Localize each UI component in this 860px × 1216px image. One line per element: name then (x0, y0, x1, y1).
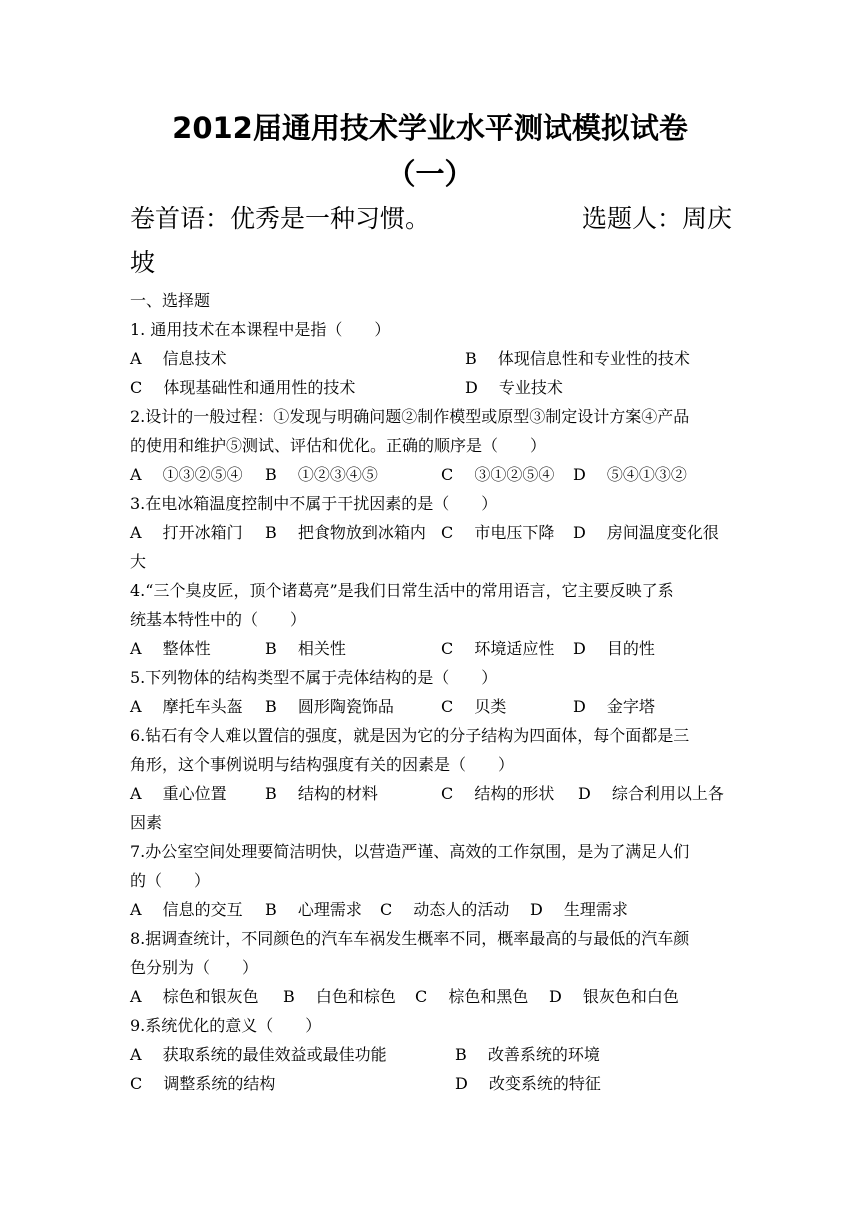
question-7-text-cont: 的（ ） (130, 871, 211, 890)
q4-option-a: A 整体性 (130, 639, 211, 658)
question-8-text-cont: 色分别为（ ） (130, 958, 259, 977)
question-9-text: 9.系统优化的意义（ ） (130, 1016, 322, 1035)
q2-option-d: D ⑤④①③② (573, 465, 687, 484)
question-4-text: 4.“三个臭皮匠，顶个诸葛亮”是我们日常生活中的常用语言，它主要反映了系 (130, 581, 674, 600)
q6-option-c: C 结构的形状 (441, 784, 555, 803)
q1-option-b: B 体现信息性和专业性的技术 (465, 349, 690, 368)
q9-option-c: C 调整系统的结构 (130, 1074, 276, 1093)
motto-text: 卷首语：优秀是一种习惯。 (130, 204, 431, 233)
q3-option-d-wrap: 大 (130, 552, 147, 571)
q8-option-d: D 银灰色和白色 (549, 987, 679, 1006)
question-2-text-cont: 的使用和维护⑤测试、评估和优化。正确的顺序是（ ） (130, 436, 547, 455)
q2-option-a: A ①③②⑤④ (130, 465, 243, 484)
q5-option-b: B 圆形陶瓷饰品 (265, 697, 394, 716)
q3-option-a: A 打开冰箱门 (130, 523, 243, 542)
q1-option-d: D 专业技术 (465, 378, 563, 397)
q7-option-a: A 信息的交互 (130, 900, 243, 919)
question-1-text: 1. 通用技术在本课程中是指（ ） (130, 320, 391, 339)
question-5-text: 5.下列物体的结构类型不属于壳体结构的是（ ） (130, 668, 498, 687)
question-3-text: 3.在电冰箱温度控制中不属于干扰因素的是（ ） (130, 494, 498, 513)
q2-option-b: B ①②③④⑤ (265, 465, 378, 484)
question-8-text: 8.据调查统计，不同颜色的汽车车祸发生概率不同，概率最高的与最低的汽车颜 (130, 929, 690, 948)
q9-option-d: D 改变系统的特征 (455, 1074, 601, 1093)
q7-option-d: D 生理需求 (530, 900, 628, 919)
section-heading: 一、选择题 (130, 291, 211, 310)
q6-option-b: B 结构的材料 (265, 784, 378, 803)
q6-option-d: D 综合利用以上各 (578, 784, 724, 803)
q5-option-a: A 摩托车头盔 (130, 697, 243, 716)
motto-line (130, 196, 732, 242)
q3-option-b: B 把食物放到冰箱内 (265, 523, 426, 542)
question-2-text: 2.设计的一般过程：①发现与明确问题②制作模型或原型③制定设计方案④产品 (130, 407, 690, 426)
q5-option-d: D 金字塔 (573, 697, 655, 716)
q3-option-c: C 市电压下降 (441, 523, 555, 542)
q4-option-d: D 目的性 (573, 639, 655, 658)
q7-option-c: C 动态人的活动 (380, 900, 510, 919)
q8-option-a: A 棕色和银灰色 (130, 987, 259, 1006)
q3-option-d: D 房间温度变化很 (573, 523, 719, 542)
question-6-text: 6.钻石有令人难以置信的强度，就是因为它的分子结构为四面体，每个面都是三 (130, 726, 690, 745)
q6-option-d-wrap: 因素 (130, 813, 163, 832)
q4-option-b: B 相关性 (265, 639, 346, 658)
question-4-text-cont: 统基本特性中的（ ） (130, 610, 307, 629)
q9-option-a: A 获取系统的最佳效益或最佳功能 (130, 1045, 387, 1064)
question-7-text: 7.办公室空间处理要简洁明快，以营造严谨、高效的工作氛围，是为了满足人们 (130, 842, 690, 861)
q1-option-c: C 体现基础性和通用性的技术 (130, 378, 356, 397)
q8-option-b: B 白色和棕色 (283, 987, 396, 1006)
q8-option-c: C 棕色和黑色 (415, 987, 529, 1006)
q5-option-c: C 贝类 (441, 697, 507, 716)
q9-option-b: B 改善系统的环境 (455, 1045, 600, 1064)
exam-title: 2012届通用技术学业水平测试模拟试卷 (172, 111, 688, 145)
q1-option-a: A 信息技术 (130, 349, 227, 368)
author-continued: 坡 (130, 248, 156, 277)
q6-option-a: A 重心位置 (130, 784, 227, 803)
question-6-text-cont: 角形，这个事例说明与结构强度有关的因素是（ ） (130, 755, 515, 774)
q2-option-c: C ③①②⑤④ (441, 465, 555, 484)
author-text: 选题人：周庆 (581, 204, 732, 233)
exam-title-subtitle: （一） (386, 157, 474, 191)
q4-option-c: C 环境适应性 (441, 639, 555, 658)
q7-option-b: B 心理需求 (265, 900, 362, 919)
